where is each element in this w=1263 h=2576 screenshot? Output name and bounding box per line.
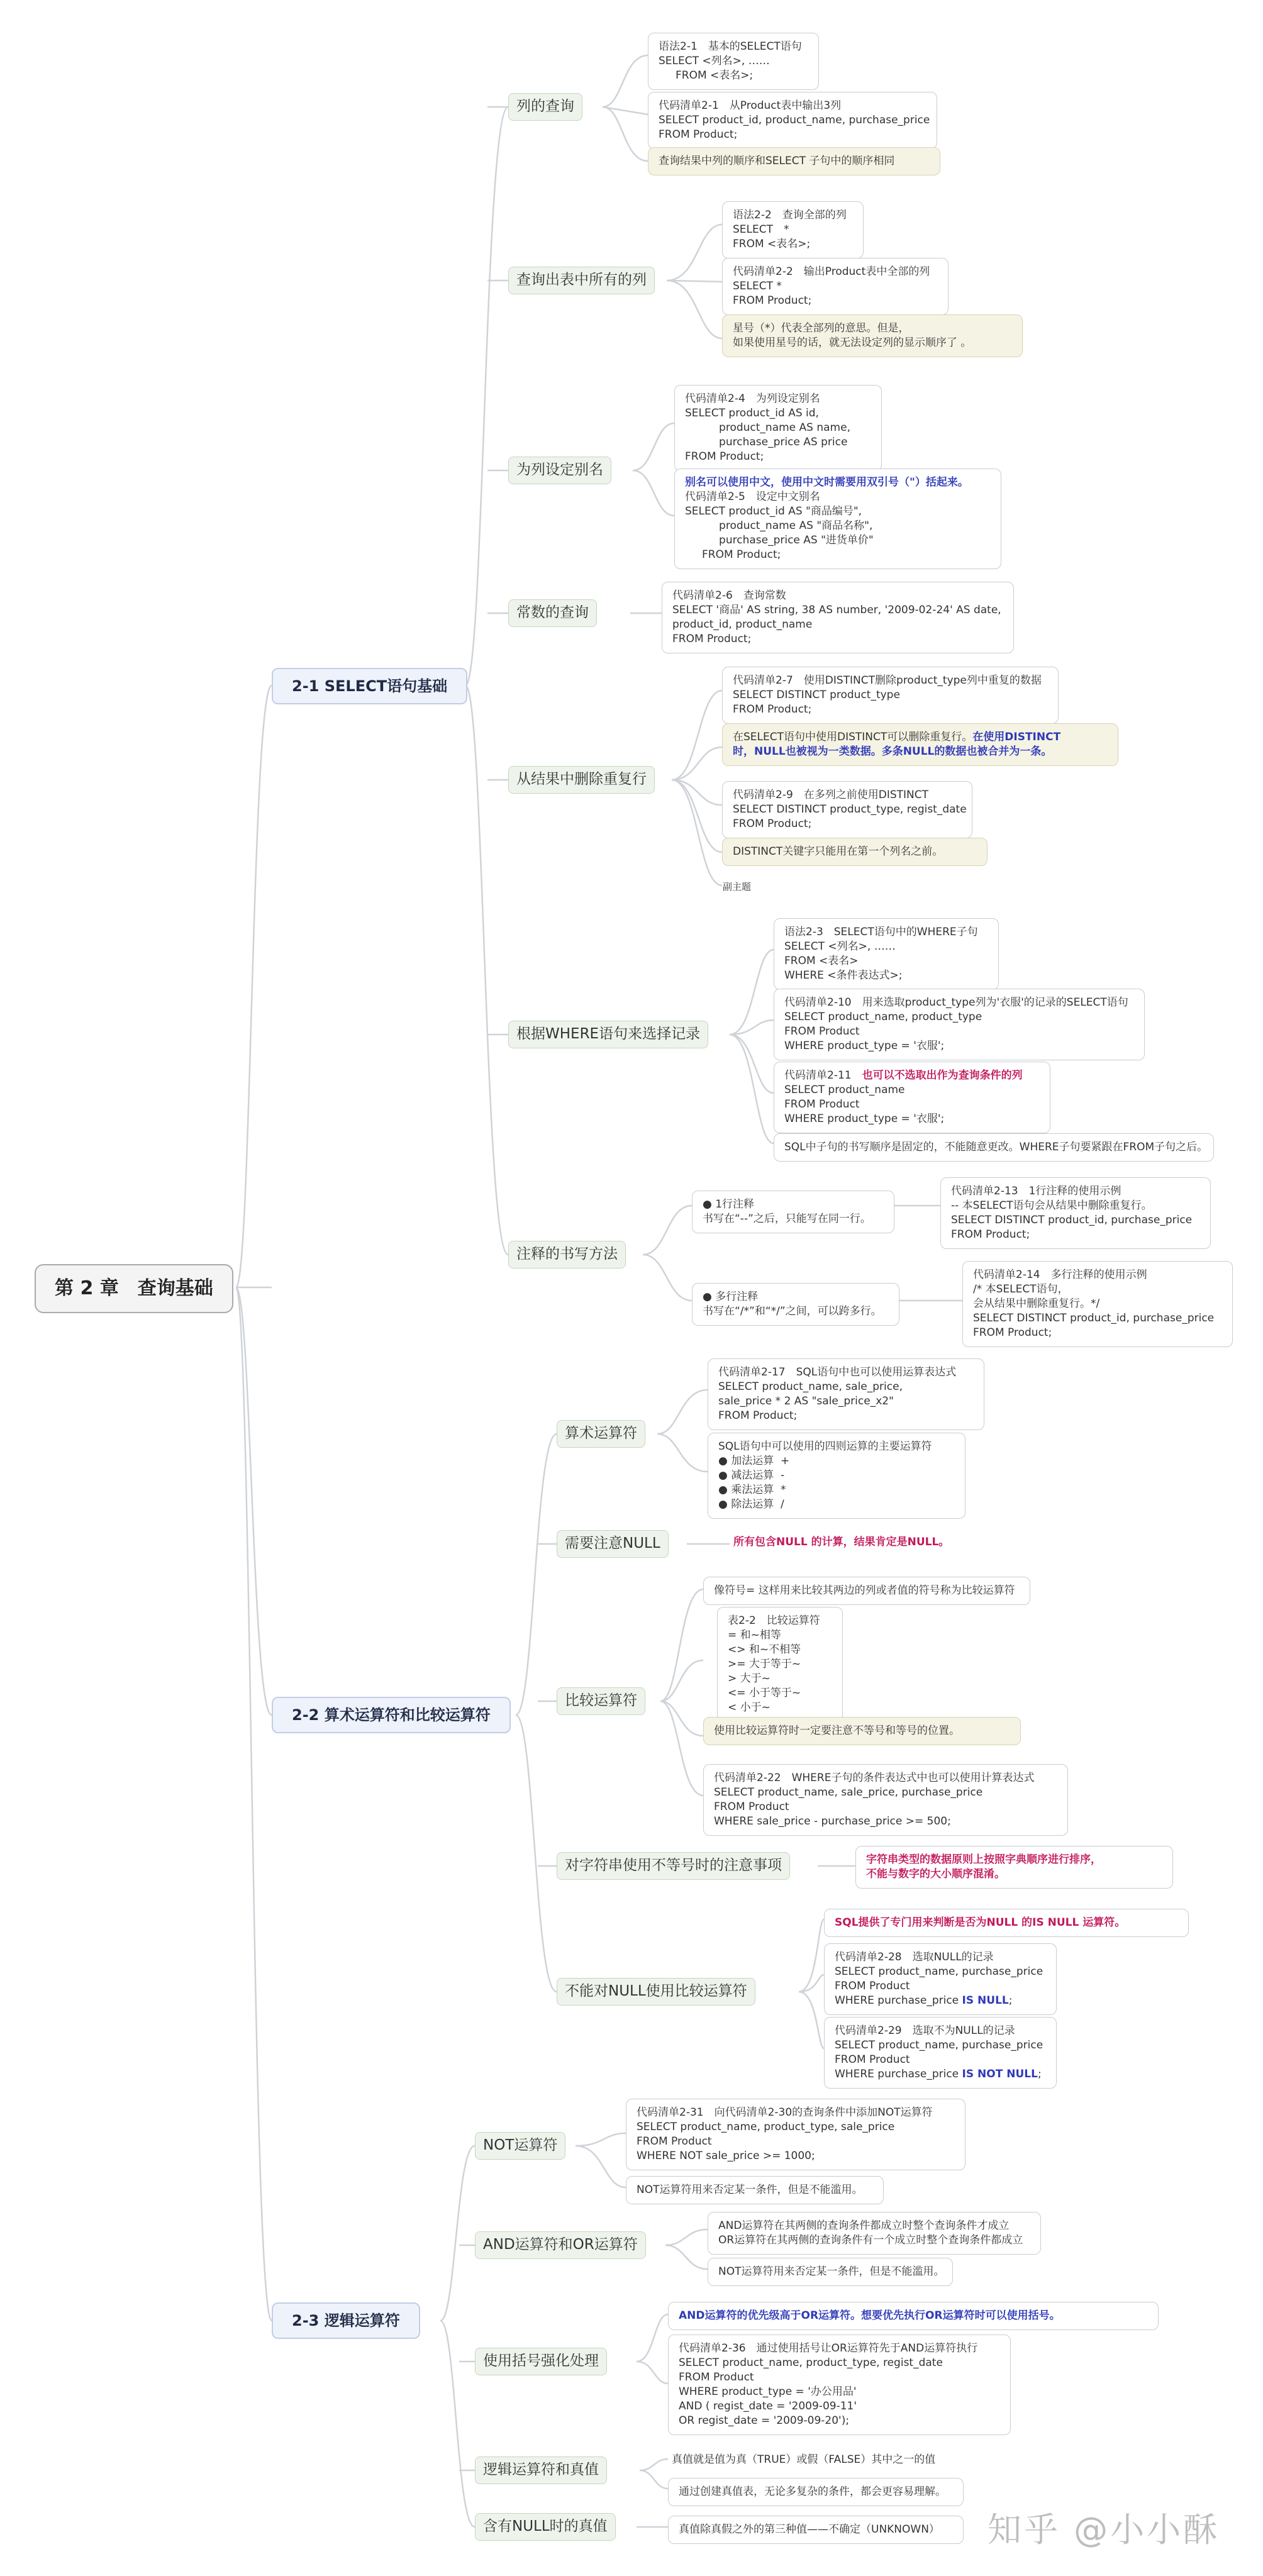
code-2-4: 代码清单2-4 为列设定别名 SELECT product_id AS id, product_name AS name, purchase_price AS price FROM Product;: [674, 385, 882, 471]
arith-operators-list: SQL语句中可以使用的四则运算的主要运算符 ● 加法运算 + ● 减法运算 - ● 乘法运算 * ● 除法运算 /: [708, 1433, 965, 1519]
note-distinct-null: [722, 723, 1118, 766]
note-comparison-order: 使用比较运算符时一定要注意不等号和等号的位置。: [703, 1717, 1021, 1745]
note-truth-table: 通过创建真值表，无论多复杂的条件，都会更容易理解。: [668, 2478, 964, 2506]
table-2-2: 表2-2 比较运算符 = 和~相等 <> 和~不相等 >= 大于等于~ > 大于~ <= 小于等于~ < 小于~: [717, 1607, 843, 1722]
note-precedence: [668, 2302, 1159, 2330]
topic-null-comparison[interactable]: 不能对NULL使用比较运算符: [557, 1978, 755, 2006]
code-2-31: 代码清单2-31 向代码清单2-30的查询条件中添加NOT运算符 SELECT product_name, product_type, sale_price FROM Product WHERE NOT sale_price >= 1000;: [626, 2099, 965, 2170]
note-distinct-c: 时，NULL也被视为一类数据。多条NULL的数据也被合并为一条。: [733, 745, 1052, 758]
code-2-28-body: 代码清单2-28 选取NULL的记录 SELECT product_name, purchase_price FROM Product WHERE purchase_price: [835, 1951, 1043, 2007]
note-clause-order: SQL中子句的书写顺序是固定的，不能随意更改。WHERE子句要紧跟在FROM子句之后。: [774, 1133, 1214, 1162]
code-2-11: [774, 1062, 1050, 1133]
topic-arithmetic[interactable]: 算术运算符: [557, 1420, 645, 1448]
topic-string-compare[interactable]: 对字符串使用不等号时的注意事项: [557, 1852, 790, 1880]
note-column-order: 查询结果中列的顺序和SELECT 子句中的顺序相同: [648, 147, 940, 175]
topic-truth-value[interactable]: 逻辑运算符和真值: [475, 2457, 607, 2484]
syntax-2-3: 语法2-3 SELECT语句中的WHERE子句 SELECT <列名>, …… FROM <表名> WHERE <条件表达式>;: [774, 918, 999, 990]
note-string-order: [855, 1846, 1173, 1889]
code-2-28-keyword: IS NULL: [962, 1994, 1009, 2007]
watermark: 知乎 @小小酥: [988, 2510, 1220, 2550]
note-distinct-first: DISTINCT关键字只能用在第一个列名之前。: [722, 838, 988, 866]
code-2-5: [674, 469, 1001, 569]
note-not-usage: NOT运算符用来否定某一条件，但是不能滥用。: [626, 2176, 884, 2204]
code-2-11-body: SELECT product_name FROM Product WHERE product_type = '衣服';: [784, 1084, 945, 1125]
code-2-14: 代码清单2-14 多行注释的使用示例 /* 本SELECT语句， 会从结果中删除重复行。*/ SELECT DISTINCT product_id, purchase_price FROM Product;: [962, 1261, 1233, 1347]
note-distinct-b: 在使用DISTINCT: [972, 731, 1061, 743]
subtopic-label[interactable]: 副主题: [723, 881, 752, 892]
topic-alias[interactable]: 为列设定别名: [508, 457, 611, 484]
code-2-13: 代码清单2-13 1行注释的使用示例 -- 本SELECT语句会从结果中删除重复行。 SELECT DISTINCT product_id, purchase_price FROM Product;: [940, 1177, 1211, 1249]
code-2-9: 代码清单2-9 在多列之前使用DISTINCT SELECT DISTINCT product_type, regist_date FROM Product;: [722, 781, 972, 838]
code-2-5-body: 代码清单2-5 设定中文别名 SELECT product_id AS "商品编号", product_name AS "商品名称", purchase_price AS "进货单价" FROM Product;: [685, 491, 874, 561]
topic-where[interactable]: 根据WHERE语句来选择记录: [508, 1021, 708, 1048]
string-order-text: 字符串类型的数据原则上按照字典顺序进行排序， 不能与数字的大小顺序混淆。: [866, 1853, 1101, 1880]
code-2-36: 代码清单2-36 通过使用括号让OR运算符先于AND运算符执行 SELECT product_name, product_type, regist_date FROM Product WHERE product_type = '办公用品' AND ( regist_date = '2009-09-11' OR regist_date = '2009-09-20');: [668, 2334, 1011, 2435]
note-and-or-rules: AND运算符在其两侧的查询条件都成立时整个查询条件才成立 OR运算符在其两侧的查询条件有一个成立时整个查询条件都成立: [708, 2212, 1041, 2255]
note-distinct-a: 在SELECT语句中使用DISTINCT可以删除重复行。: [733, 731, 973, 743]
code-2-22: 代码清单2-22 WHERE子句的条件表达式中也可以使用计算表达式 SELECT product_name, sale_price, purchase_price FROM Product WHERE sale_price - purchase_price >= 500;: [703, 1764, 1068, 1836]
code-2-10: 代码清单2-10 用来选取product_type列为'衣服'的记录的SELECT语句 SELECT product_name, product_type FROM Product WHERE product_type = '衣服';: [774, 989, 1145, 1060]
code-2-29: 代码清单2-29 选取不为NULL的记录 SELECT product_name, purchase_price FROM Product WHERE purchase_price IS NOT NULL;: [824, 2017, 1057, 2089]
alias-chinese-tip: 别名可以使用中文，使用中文时需要用双引号（"）括起来。: [685, 476, 969, 489]
note-asterisk: 星号（*）代表全部列的意思。但是， 如果使用星号的话，就无法设定列的显示顺序了 。: [722, 314, 1023, 357]
note-not-usage-2: NOT运算符用来否定某一条件，但是不能滥用。: [708, 2258, 953, 2286]
note-truth-def: 真值就是值为真（TRUE）或假（FALSE）其中之一的值: [672, 2453, 936, 2466]
section-2-1[interactable]: 2-1 SELECT语句基础: [272, 668, 467, 704]
topic-parentheses[interactable]: 使用括号强化处理: [475, 2348, 607, 2375]
section-2-3[interactable]: 2-3 逻辑运算符: [272, 2302, 420, 2339]
code-2-6: 代码清单2-6 查询常数 SELECT '商品' AS string, 38 AS number, '2009-02-24' AS date, product_id, product_name FROM Product;: [662, 582, 1014, 653]
topic-comparison[interactable]: 比较运算符: [557, 1687, 645, 1715]
code-2-17: 代码清单2-17 SQL语句中也可以使用运算表达式 SELECT product_name, sale_price, sale_price * 2 AS "sale_price_x2" FROM Product;: [708, 1358, 984, 1430]
topic-null-truth[interactable]: 含有NULL时的真值: [475, 2513, 616, 2541]
code-2-29-keyword: IS NOT NULL: [962, 2068, 1038, 2080]
null-result-text: 所有包含NULL 的计算，结果肯定是NULL。: [733, 1536, 950, 1548]
topic-not[interactable]: NOT运算符: [475, 2132, 565, 2160]
code-2-11-label: 代码清单2-11: [784, 1069, 862, 1082]
topic-all-columns[interactable]: 查询出表中所有的列: [508, 267, 655, 294]
comment-multi-line: ● 多行注释 书写在“/*”和“*/”之间，可以跨多行。: [692, 1283, 899, 1326]
note-unknown: 真值除真假之外的第三种值——不确定（UNKNOWN）: [668, 2516, 964, 2544]
code-2-28: 代码清单2-28 选取NULL的记录 SELECT product_name, purchase_price FROM Product WHERE purchase_price IS NULL;: [824, 1943, 1057, 2015]
syntax-2-1: 语法2-1 基本的SELECT语句 SELECT <列名>, …… FROM <表名>;: [648, 33, 819, 90]
topic-null-caution[interactable]: 需要注意NULL: [557, 1530, 669, 1558]
precedence-text: AND运算符的优先级高于OR运算符。想要优先执行OR运算符时可以使用括号。: [679, 2309, 1060, 2322]
section-2-2[interactable]: 2-2 算术运算符和比较运算符: [272, 1697, 511, 1733]
root-node[interactable]: 第 2 章 查询基础: [35, 1264, 233, 1313]
code-2-2: 代码清单2-2 输出Product表中全部的列 SELECT * FROM Product;: [722, 258, 949, 315]
comparison-definition: 像符号= 这样用来比较其两边的列或者值的符号称为比较运算符: [703, 1577, 1030, 1605]
topic-comment[interactable]: 注释的书写方法: [508, 1241, 626, 1269]
note-is-null: [824, 1909, 1189, 1937]
code-2-11-tip: 也可以不选取出作为查询条件的列: [862, 1069, 1023, 1082]
note-null-result: [730, 1533, 994, 1552]
topic-and-or[interactable]: AND运算符和OR运算符: [475, 2231, 646, 2259]
comment-single-line: ● 1行注释 书写在“--”之后，只能写在同一行。: [692, 1191, 894, 1233]
code-2-1: 代码清单2-1 从Product表中输出3列 SELECT product_id, product_name, purchase_price FROM Product;: [648, 92, 937, 149]
is-null-text: SQL提供了专门用来判断是否为NULL 的IS NULL 运算符。: [835, 1916, 1126, 1929]
code-2-29-body: 代码清单2-29 选取不为NULL的记录 SELECT product_name, purchase_price FROM Product WHERE purchase_price: [835, 2024, 1043, 2080]
syntax-2-2: 语法2-2 查询全部的列 SELECT * FROM <表名>;: [722, 201, 864, 258]
topic-column-query[interactable]: 列的查询: [508, 93, 582, 121]
topic-constant[interactable]: 常数的查询: [508, 599, 597, 627]
topic-distinct[interactable]: 从结果中删除重复行: [508, 766, 655, 794]
code-2-7: 代码清单2-7 使用DISTINCT删除product_type列中重复的数据 SELECT DISTINCT product_type FROM Product;: [722, 667, 1059, 724]
